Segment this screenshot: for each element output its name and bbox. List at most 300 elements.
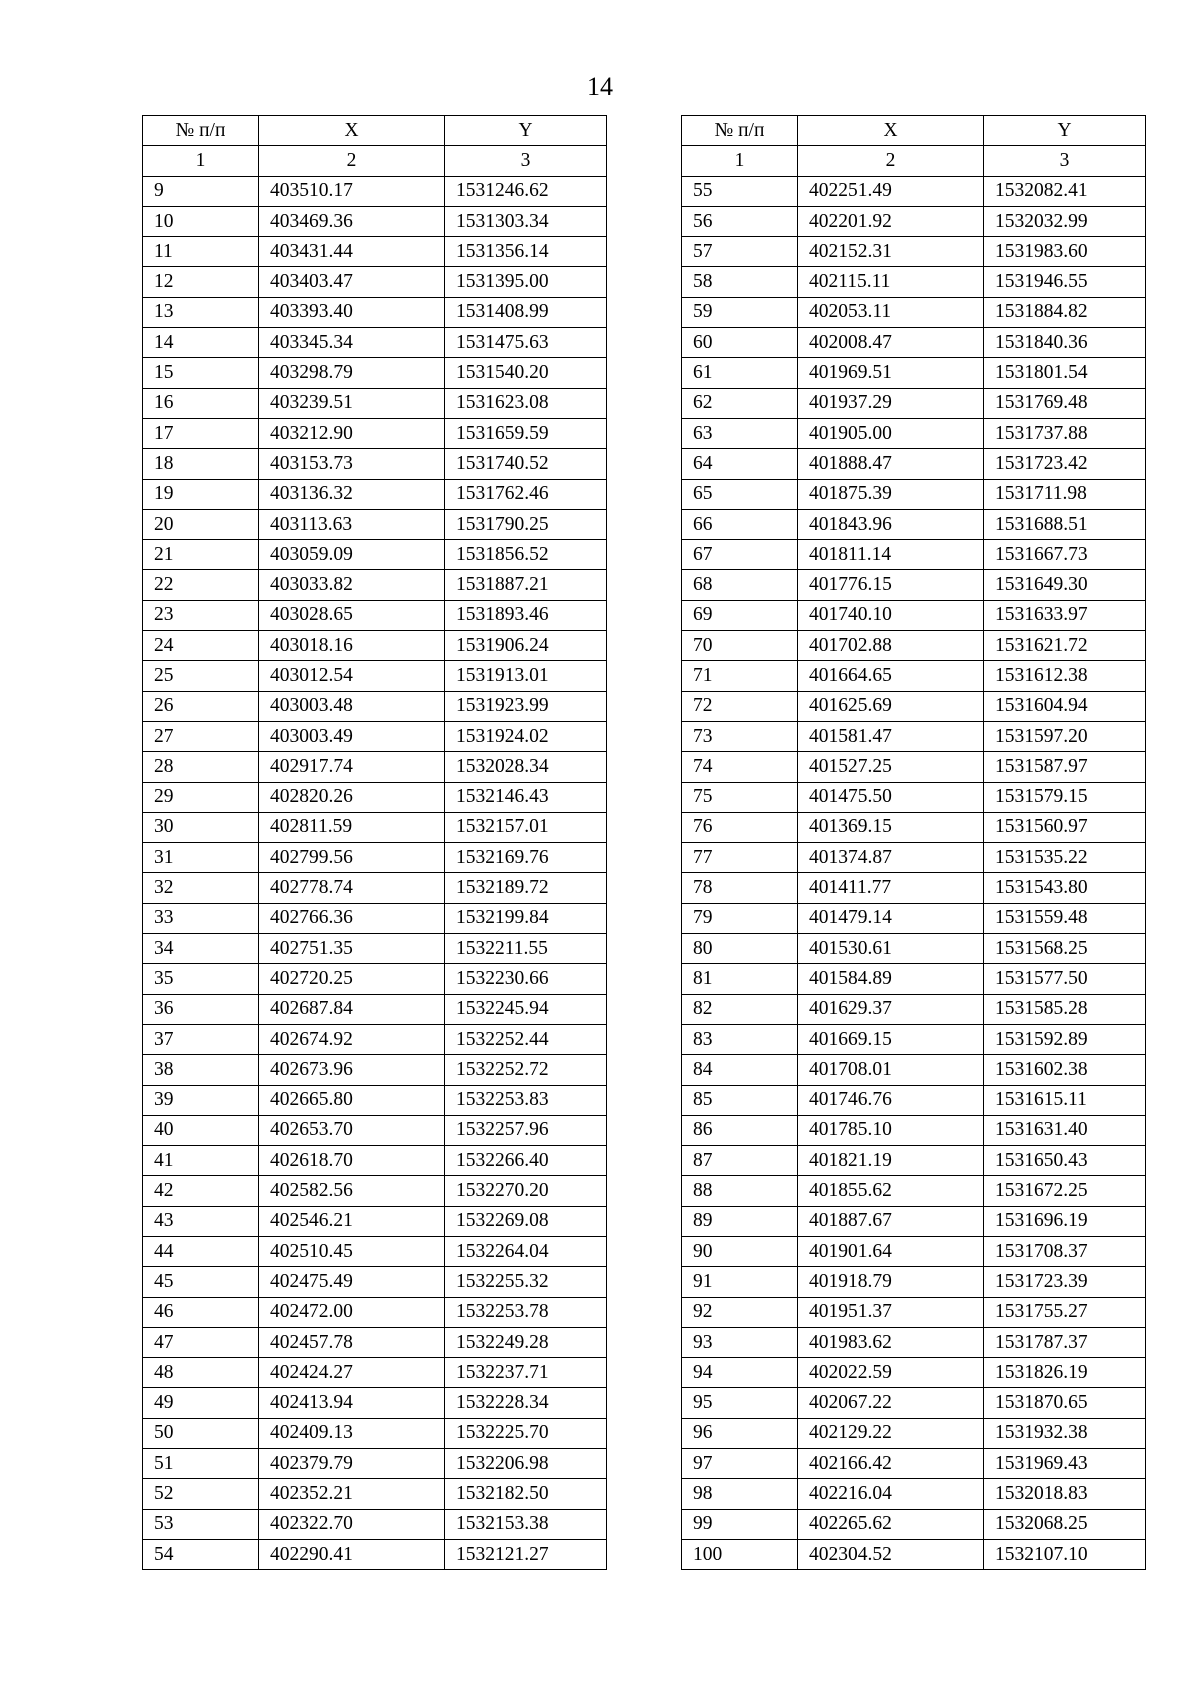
x-coordinate-cell: 401411.77	[798, 873, 984, 903]
point-number-cell: 58	[682, 267, 798, 297]
header-y: Y	[445, 116, 607, 146]
y-coordinate-cell: 1531924.02	[445, 721, 607, 751]
table-row	[143, 176, 607, 206]
y-coordinate-cell: 1531577.50	[984, 964, 1146, 994]
y-coordinate-cell: 1532252.72	[445, 1055, 607, 1085]
x-coordinate-cell: 401901.64	[798, 1236, 984, 1266]
table-row	[143, 1297, 607, 1327]
x-coordinate-cell: 401629.37	[798, 994, 984, 1024]
point-number-cell: 59	[682, 297, 798, 327]
table-row	[682, 206, 1146, 236]
point-number-cell: 54	[143, 1539, 259, 1569]
x-coordinate-cell: 402510.45	[259, 1236, 445, 1266]
header-row	[143, 116, 607, 146]
table-row	[682, 661, 1146, 691]
table-row	[682, 1509, 1146, 1539]
table-row	[682, 873, 1146, 903]
x-coordinate-cell: 402290.41	[259, 1539, 445, 1569]
table-row	[143, 934, 607, 964]
table-row	[143, 1055, 607, 1085]
point-number-cell: 88	[682, 1176, 798, 1206]
table-row	[682, 1115, 1146, 1145]
table-row	[682, 1418, 1146, 1448]
y-coordinate-cell: 1532252.44	[445, 1024, 607, 1054]
table-row	[682, 358, 1146, 388]
y-coordinate-cell: 1531887.21	[445, 570, 607, 600]
table-row	[682, 267, 1146, 297]
table-row	[143, 418, 607, 448]
table-row	[682, 1449, 1146, 1479]
y-coordinate-cell: 1531650.43	[984, 1146, 1146, 1176]
point-number-cell: 48	[143, 1358, 259, 1388]
y-coordinate-cell: 1531969.43	[984, 1449, 1146, 1479]
y-coordinate-cell: 1531604.94	[984, 691, 1146, 721]
x-coordinate-cell: 402166.42	[798, 1449, 984, 1479]
point-number-cell: 57	[682, 237, 798, 267]
table-row	[682, 1327, 1146, 1357]
point-number-cell: 63	[682, 418, 798, 448]
point-number-cell: 36	[143, 994, 259, 1024]
y-coordinate-cell: 1532245.94	[445, 994, 607, 1024]
y-coordinate-cell: 1531708.37	[984, 1236, 1146, 1266]
point-number-cell: 52	[143, 1479, 259, 1509]
y-coordinate-cell: 1532028.34	[445, 752, 607, 782]
table-row	[682, 903, 1146, 933]
y-coordinate-cell: 1532266.40	[445, 1146, 607, 1176]
point-number-cell: 65	[682, 479, 798, 509]
y-coordinate-cell: 1531535.22	[984, 843, 1146, 873]
table-body	[682, 176, 1146, 1570]
x-coordinate-cell: 403403.47	[259, 267, 445, 297]
x-coordinate-cell: 401918.79	[798, 1267, 984, 1297]
point-number-cell: 92	[682, 1297, 798, 1327]
y-coordinate-cell: 1531543.80	[984, 873, 1146, 903]
point-number-cell: 77	[682, 843, 798, 873]
x-coordinate-cell: 401887.67	[798, 1206, 984, 1236]
table-row	[682, 721, 1146, 751]
page-number: 14	[587, 72, 613, 101]
point-number-cell: 100	[682, 1539, 798, 1569]
table-body	[143, 176, 607, 1570]
y-coordinate-cell: 1531856.52	[445, 540, 607, 570]
y-coordinate-cell: 1531840.36	[984, 328, 1146, 358]
table-row	[143, 661, 607, 691]
table-row	[143, 752, 607, 782]
point-number-cell: 94	[682, 1358, 798, 1388]
point-number-cell: 96	[682, 1418, 798, 1448]
x-coordinate-cell: 401374.87	[798, 843, 984, 873]
table-row	[143, 903, 607, 933]
table-row	[143, 843, 607, 873]
point-number-cell: 76	[682, 812, 798, 842]
table-row	[143, 1539, 607, 1569]
y-coordinate-cell: 1531395.00	[445, 267, 607, 297]
table-row	[682, 600, 1146, 630]
column-index-1: 1	[682, 146, 798, 176]
x-coordinate-cell: 403059.09	[259, 540, 445, 570]
x-coordinate-cell: 401708.01	[798, 1055, 984, 1085]
y-coordinate-cell: 1531659.59	[445, 418, 607, 448]
x-coordinate-cell: 403345.34	[259, 328, 445, 358]
y-coordinate-cell: 1532211.55	[445, 934, 607, 964]
x-coordinate-cell: 403153.73	[259, 449, 445, 479]
y-coordinate-cell: 1532182.50	[445, 1479, 607, 1509]
y-coordinate-cell: 1531913.01	[445, 661, 607, 691]
y-coordinate-cell: 1531769.48	[984, 388, 1146, 418]
table-row	[143, 570, 607, 600]
y-coordinate-cell: 1532107.10	[984, 1539, 1146, 1569]
point-number-cell: 98	[682, 1479, 798, 1509]
point-number-cell: 9	[143, 176, 259, 206]
point-number-cell: 73	[682, 721, 798, 751]
table-row	[682, 1358, 1146, 1388]
point-number-cell: 26	[143, 691, 259, 721]
y-coordinate-cell: 1531723.39	[984, 1267, 1146, 1297]
table-row	[143, 721, 607, 751]
table-row	[682, 1267, 1146, 1297]
x-coordinate-cell: 402820.26	[259, 782, 445, 812]
x-coordinate-cell: 402457.78	[259, 1327, 445, 1357]
header-y: Y	[984, 116, 1146, 146]
y-coordinate-cell: 1532189.72	[445, 873, 607, 903]
point-number-cell: 99	[682, 1509, 798, 1539]
y-coordinate-cell: 1531649.30	[984, 570, 1146, 600]
x-coordinate-cell: 402751.35	[259, 934, 445, 964]
x-coordinate-cell: 401951.37	[798, 1297, 984, 1327]
table-row	[682, 1539, 1146, 1569]
x-coordinate-cell: 402720.25	[259, 964, 445, 994]
table-row	[682, 1388, 1146, 1418]
y-coordinate-cell: 1531356.14	[445, 237, 607, 267]
x-coordinate-cell: 401855.62	[798, 1176, 984, 1206]
x-coordinate-cell: 402201.92	[798, 206, 984, 236]
point-number-cell: 51	[143, 1449, 259, 1479]
y-coordinate-cell: 1532257.96	[445, 1115, 607, 1145]
y-coordinate-cell: 1531787.37	[984, 1327, 1146, 1357]
y-coordinate-cell: 1531870.65	[984, 1388, 1146, 1418]
y-coordinate-cell: 1531923.99	[445, 691, 607, 721]
point-number-cell: 33	[143, 903, 259, 933]
x-coordinate-cell: 402811.59	[259, 812, 445, 842]
point-number-cell: 67	[682, 540, 798, 570]
y-coordinate-cell: 1531906.24	[445, 631, 607, 661]
point-number-cell: 64	[682, 449, 798, 479]
point-number-cell: 22	[143, 570, 259, 600]
y-coordinate-cell: 1531560.97	[984, 812, 1146, 842]
table-row	[682, 843, 1146, 873]
table-row	[143, 1236, 607, 1266]
point-number-cell: 29	[143, 782, 259, 812]
y-coordinate-cell: 1532255.32	[445, 1267, 607, 1297]
x-coordinate-cell: 401664.65	[798, 661, 984, 691]
table-row	[143, 782, 607, 812]
table-row	[682, 691, 1146, 721]
table-row	[682, 297, 1146, 327]
y-coordinate-cell: 1532206.98	[445, 1449, 607, 1479]
y-coordinate-cell: 1531592.89	[984, 1024, 1146, 1054]
table-row	[682, 1024, 1146, 1054]
x-coordinate-cell: 402778.74	[259, 873, 445, 903]
table-row	[143, 994, 607, 1024]
point-number-cell: 86	[682, 1115, 798, 1145]
table-row	[143, 1176, 607, 1206]
y-coordinate-cell: 1532082.41	[984, 176, 1146, 206]
table-row	[682, 1176, 1146, 1206]
column-index-2: 2	[259, 146, 445, 176]
point-number-cell: 50	[143, 1418, 259, 1448]
y-coordinate-cell: 1532249.28	[445, 1327, 607, 1357]
x-coordinate-cell: 402067.22	[798, 1388, 984, 1418]
table-row	[682, 1479, 1146, 1509]
y-coordinate-cell: 1531597.20	[984, 721, 1146, 751]
point-number-cell: 46	[143, 1297, 259, 1327]
point-number-cell: 71	[682, 661, 798, 691]
x-coordinate-cell: 401905.00	[798, 418, 984, 448]
header-x: X	[259, 116, 445, 146]
point-number-cell: 90	[682, 1236, 798, 1266]
x-coordinate-cell: 401785.10	[798, 1115, 984, 1145]
x-coordinate-cell: 401821.19	[798, 1146, 984, 1176]
table-row	[682, 449, 1146, 479]
x-coordinate-cell: 401527.25	[798, 752, 984, 782]
table-row	[143, 388, 607, 418]
x-coordinate-cell: 403469.36	[259, 206, 445, 236]
point-number-cell: 97	[682, 1449, 798, 1479]
table-row	[682, 418, 1146, 448]
point-number-cell: 10	[143, 206, 259, 236]
x-coordinate-cell: 403431.44	[259, 237, 445, 267]
y-coordinate-cell: 1531615.11	[984, 1085, 1146, 1115]
x-coordinate-cell: 403113.63	[259, 509, 445, 539]
table-row	[682, 934, 1146, 964]
table-row	[143, 1509, 607, 1539]
x-coordinate-cell: 401475.50	[798, 782, 984, 812]
x-coordinate-cell: 402582.56	[259, 1176, 445, 1206]
y-coordinate-cell: 1531723.42	[984, 449, 1146, 479]
point-number-cell: 43	[143, 1206, 259, 1236]
x-coordinate-cell: 401969.51	[798, 358, 984, 388]
x-coordinate-cell: 403003.49	[259, 721, 445, 751]
point-number-cell: 14	[143, 328, 259, 358]
x-coordinate-cell: 402008.47	[798, 328, 984, 358]
y-coordinate-cell: 1531801.54	[984, 358, 1146, 388]
table-row	[682, 1085, 1146, 1115]
y-coordinate-cell: 1531246.62	[445, 176, 607, 206]
table-row	[143, 267, 607, 297]
y-coordinate-cell: 1531559.48	[984, 903, 1146, 933]
y-coordinate-cell: 1531585.28	[984, 994, 1146, 1024]
table-row	[143, 297, 607, 327]
point-number-cell: 15	[143, 358, 259, 388]
y-coordinate-cell: 1531711.98	[984, 479, 1146, 509]
x-coordinate-cell: 402265.62	[798, 1509, 984, 1539]
x-coordinate-cell: 403028.65	[259, 600, 445, 630]
coordinates-table-right	[681, 115, 1146, 1570]
table-row	[682, 176, 1146, 206]
point-number-cell: 56	[682, 206, 798, 236]
x-coordinate-cell: 401669.15	[798, 1024, 984, 1054]
x-coordinate-cell: 401746.76	[798, 1085, 984, 1115]
x-coordinate-cell: 402322.70	[259, 1509, 445, 1539]
y-coordinate-cell: 1531826.19	[984, 1358, 1146, 1388]
point-number-cell: 80	[682, 934, 798, 964]
point-number-cell: 83	[682, 1024, 798, 1054]
x-coordinate-cell: 403012.54	[259, 661, 445, 691]
x-coordinate-cell: 403510.17	[259, 176, 445, 206]
point-number-cell: 91	[682, 1267, 798, 1297]
y-coordinate-cell: 1531696.19	[984, 1206, 1146, 1236]
coordinates-table-left	[142, 115, 607, 1570]
point-number-cell: 32	[143, 873, 259, 903]
y-coordinate-cell: 1531983.60	[984, 237, 1146, 267]
column-index-1: 1	[143, 146, 259, 176]
table-row	[682, 964, 1146, 994]
point-number-cell: 47	[143, 1327, 259, 1357]
x-coordinate-cell: 403393.40	[259, 297, 445, 327]
table-row	[682, 1297, 1146, 1327]
y-coordinate-cell: 1531475.63	[445, 328, 607, 358]
x-coordinate-cell: 402152.31	[798, 237, 984, 267]
table-row	[143, 1267, 607, 1297]
x-coordinate-cell: 401369.15	[798, 812, 984, 842]
x-coordinate-cell: 401584.89	[798, 964, 984, 994]
table-row	[143, 206, 607, 236]
x-coordinate-cell: 401530.61	[798, 934, 984, 964]
x-coordinate-cell: 403239.51	[259, 388, 445, 418]
x-coordinate-cell: 402129.22	[798, 1418, 984, 1448]
table-row	[682, 237, 1146, 267]
header-point-number: № п/п	[143, 116, 259, 146]
y-coordinate-cell: 1531623.08	[445, 388, 607, 418]
x-coordinate-cell: 402304.52	[798, 1539, 984, 1569]
y-coordinate-cell: 1532169.76	[445, 843, 607, 873]
y-coordinate-cell: 1531737.88	[984, 418, 1146, 448]
table-row	[143, 1206, 607, 1236]
point-number-cell: 23	[143, 600, 259, 630]
point-number-cell: 49	[143, 1388, 259, 1418]
x-coordinate-cell: 402022.59	[798, 1358, 984, 1388]
point-number-cell: 72	[682, 691, 798, 721]
x-coordinate-cell: 403018.16	[259, 631, 445, 661]
point-number-cell: 85	[682, 1085, 798, 1115]
table-row	[143, 1085, 607, 1115]
x-coordinate-cell: 403033.82	[259, 570, 445, 600]
x-coordinate-cell: 401625.69	[798, 691, 984, 721]
y-coordinate-cell: 1531579.15	[984, 782, 1146, 812]
point-number-cell: 87	[682, 1146, 798, 1176]
x-coordinate-cell: 402674.92	[259, 1024, 445, 1054]
x-coordinate-cell: 402917.74	[259, 752, 445, 782]
table-row	[143, 1388, 607, 1418]
table-row	[682, 631, 1146, 661]
x-coordinate-cell: 402618.70	[259, 1146, 445, 1176]
y-coordinate-cell: 1532032.99	[984, 206, 1146, 236]
y-coordinate-cell: 1531612.38	[984, 661, 1146, 691]
point-number-cell: 28	[143, 752, 259, 782]
table-row	[143, 1449, 607, 1479]
point-number-cell: 39	[143, 1085, 259, 1115]
y-coordinate-cell: 1531688.51	[984, 509, 1146, 539]
y-coordinate-cell: 1531568.25	[984, 934, 1146, 964]
y-coordinate-cell: 1532121.27	[445, 1539, 607, 1569]
x-coordinate-cell: 402475.49	[259, 1267, 445, 1297]
y-coordinate-cell: 1531762.46	[445, 479, 607, 509]
x-coordinate-cell: 401983.62	[798, 1327, 984, 1357]
table-row	[682, 812, 1146, 842]
point-number-cell: 31	[143, 843, 259, 873]
point-number-cell: 45	[143, 1267, 259, 1297]
point-number-cell: 41	[143, 1146, 259, 1176]
table-row	[143, 1024, 607, 1054]
point-number-cell: 53	[143, 1509, 259, 1539]
point-number-cell: 19	[143, 479, 259, 509]
header-point-number: № п/п	[682, 116, 798, 146]
column-index-row	[682, 146, 1146, 176]
y-coordinate-cell: 1532253.78	[445, 1297, 607, 1327]
table-row	[143, 1418, 607, 1448]
y-coordinate-cell: 1531884.82	[984, 297, 1146, 327]
x-coordinate-cell: 403136.32	[259, 479, 445, 509]
x-coordinate-cell: 402472.00	[259, 1297, 445, 1327]
y-coordinate-cell: 1531303.34	[445, 206, 607, 236]
header-row	[682, 116, 1146, 146]
y-coordinate-cell: 1532264.04	[445, 1236, 607, 1266]
y-coordinate-cell: 1531893.46	[445, 600, 607, 630]
y-coordinate-cell: 1531621.72	[984, 631, 1146, 661]
y-coordinate-cell: 1531790.25	[445, 509, 607, 539]
y-coordinate-cell: 1531408.99	[445, 297, 607, 327]
table-row	[143, 631, 607, 661]
point-number-cell: 60	[682, 328, 798, 358]
x-coordinate-cell: 401740.10	[798, 600, 984, 630]
y-coordinate-cell: 1532018.83	[984, 1479, 1146, 1509]
table-row	[143, 1115, 607, 1145]
table-row	[143, 540, 607, 570]
point-number-cell: 95	[682, 1388, 798, 1418]
y-coordinate-cell: 1532157.01	[445, 812, 607, 842]
table-row	[682, 388, 1146, 418]
x-coordinate-cell: 402352.21	[259, 1479, 445, 1509]
y-coordinate-cell: 1531631.40	[984, 1115, 1146, 1145]
y-coordinate-cell: 1532270.20	[445, 1176, 607, 1206]
y-coordinate-cell: 1532230.66	[445, 964, 607, 994]
x-coordinate-cell: 402766.36	[259, 903, 445, 933]
point-number-cell: 20	[143, 509, 259, 539]
x-coordinate-cell: 402673.96	[259, 1055, 445, 1085]
y-coordinate-cell: 1531633.97	[984, 600, 1146, 630]
y-coordinate-cell: 1531755.27	[984, 1297, 1146, 1327]
x-coordinate-cell: 401937.29	[798, 388, 984, 418]
x-coordinate-cell: 401776.15	[798, 570, 984, 600]
point-number-cell: 75	[682, 782, 798, 812]
table-row	[143, 1146, 607, 1176]
x-coordinate-cell: 402687.84	[259, 994, 445, 1024]
y-coordinate-cell: 1531932.38	[984, 1418, 1146, 1448]
table-row	[143, 1327, 607, 1357]
x-coordinate-cell: 401479.14	[798, 903, 984, 933]
point-number-cell: 70	[682, 631, 798, 661]
point-number-cell: 35	[143, 964, 259, 994]
y-coordinate-cell: 1532199.84	[445, 903, 607, 933]
point-number-cell: 30	[143, 812, 259, 842]
x-coordinate-cell: 401843.96	[798, 509, 984, 539]
point-number-cell: 18	[143, 449, 259, 479]
table-row	[143, 691, 607, 721]
y-coordinate-cell: 1532269.08	[445, 1206, 607, 1236]
point-number-cell: 11	[143, 237, 259, 267]
y-coordinate-cell: 1531587.97	[984, 752, 1146, 782]
y-coordinate-cell: 1532153.38	[445, 1509, 607, 1539]
